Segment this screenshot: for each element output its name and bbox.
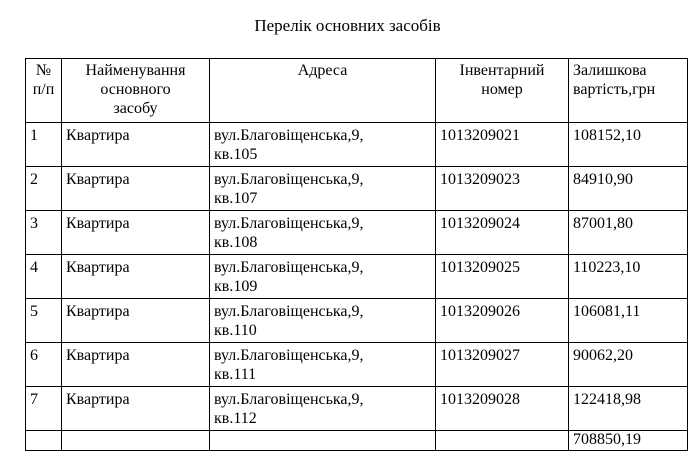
cell-number: 1 <box>26 123 62 167</box>
address-street: вул.Благовіщенська,9, <box>214 259 364 276</box>
cell-number: 4 <box>26 255 62 299</box>
address-street: вул.Благовіщенська,9, <box>214 391 364 408</box>
table-row <box>26 167 688 211</box>
cell-address <box>210 167 436 211</box>
address-apartment: кв.105 <box>214 146 258 163</box>
header-line: Адреса <box>297 62 348 79</box>
cell-asset-name: Квартира <box>62 255 210 299</box>
cell-asset-name: Квартира <box>62 211 210 255</box>
cell-number: 7 <box>26 387 62 431</box>
table-row <box>26 211 688 255</box>
address-apartment: кв.112 <box>214 410 257 427</box>
address-street: вул.Благовіщенська,9, <box>214 347 364 364</box>
cell-residual-value: 108152,10 <box>569 123 688 167</box>
header-number <box>26 59 62 123</box>
cell-residual-value: 106081,11 <box>569 299 688 343</box>
header-line: номер <box>481 81 523 98</box>
cell-inventory-number: 1013209028 <box>436 387 569 431</box>
table-row <box>26 299 688 343</box>
cell-address <box>210 255 436 299</box>
table-row <box>26 255 688 299</box>
total-cell-asset-name <box>62 431 210 451</box>
cell-residual-value: 110223,10 <box>569 255 688 299</box>
cell-address <box>210 211 436 255</box>
address-apartment: кв.108 <box>214 234 258 251</box>
cell-asset-name: Квартира <box>62 167 210 211</box>
table-row <box>26 123 688 167</box>
cell-inventory-number: 1013209023 <box>436 167 569 211</box>
header-inventory-number <box>436 59 569 123</box>
cell-number: 5 <box>26 299 62 343</box>
header-asset-name <box>62 59 210 123</box>
header-line: Залишкова <box>573 62 647 79</box>
cell-address <box>210 343 436 387</box>
cell-asset-name: Квартира <box>62 387 210 431</box>
header-line: вартість,грн <box>573 81 656 98</box>
cell-residual-value: 90062,20 <box>569 343 688 387</box>
header-address <box>210 59 436 123</box>
cell-number: 6 <box>26 343 62 387</box>
address-street: вул.Благовіщенська,9, <box>214 215 364 232</box>
cell-number: 3 <box>26 211 62 255</box>
address-street: вул.Благовіщенська,9, <box>214 171 364 188</box>
header-residual-value <box>569 59 688 123</box>
header-line: Інвентарний <box>459 62 545 79</box>
table-header-row <box>26 59 688 123</box>
address-street: вул.Благовіщенська,9, <box>214 303 364 320</box>
fixed-assets-table <box>25 58 688 451</box>
cell-address <box>210 123 436 167</box>
cell-residual-value: 122418,98 <box>569 387 688 431</box>
address-apartment: кв.107 <box>214 190 258 207</box>
cell-inventory-number: 1013209026 <box>436 299 569 343</box>
cell-inventory-number: 1013209024 <box>436 211 569 255</box>
cell-asset-name: Квартира <box>62 299 210 343</box>
address-street: вул.Благовіщенська,9, <box>214 127 364 144</box>
cell-number: 2 <box>26 167 62 211</box>
header-line: № <box>35 62 52 79</box>
table-row <box>26 343 688 387</box>
total-cell-number <box>26 431 62 451</box>
header-line: засобу <box>113 100 158 117</box>
cell-inventory-number: 1013209025 <box>436 255 569 299</box>
address-apartment: кв.111 <box>214 366 257 383</box>
header-line: Найменування <box>85 62 186 79</box>
cell-residual-value: 84910,90 <box>569 167 688 211</box>
address-apartment: кв.110 <box>214 322 257 339</box>
address-apartment: кв.109 <box>214 278 258 295</box>
cell-inventory-number: 1013209021 <box>436 123 569 167</box>
total-cell-address <box>210 431 436 451</box>
header-line: основного <box>100 81 171 98</box>
total-row <box>26 431 688 451</box>
total-cell-inventory-number <box>436 431 569 451</box>
total-residual-value: 708850,19 <box>569 431 688 451</box>
cell-inventory-number: 1013209027 <box>436 343 569 387</box>
table-row <box>26 387 688 431</box>
header-line: п/п <box>32 81 55 98</box>
cell-residual-value: 87001,80 <box>569 211 688 255</box>
cell-asset-name: Квартира <box>62 343 210 387</box>
document-title: Перелік основних засобів <box>254 16 441 35</box>
cell-asset-name: Квартира <box>62 123 210 167</box>
cell-address <box>210 299 436 343</box>
cell-address <box>210 387 436 431</box>
